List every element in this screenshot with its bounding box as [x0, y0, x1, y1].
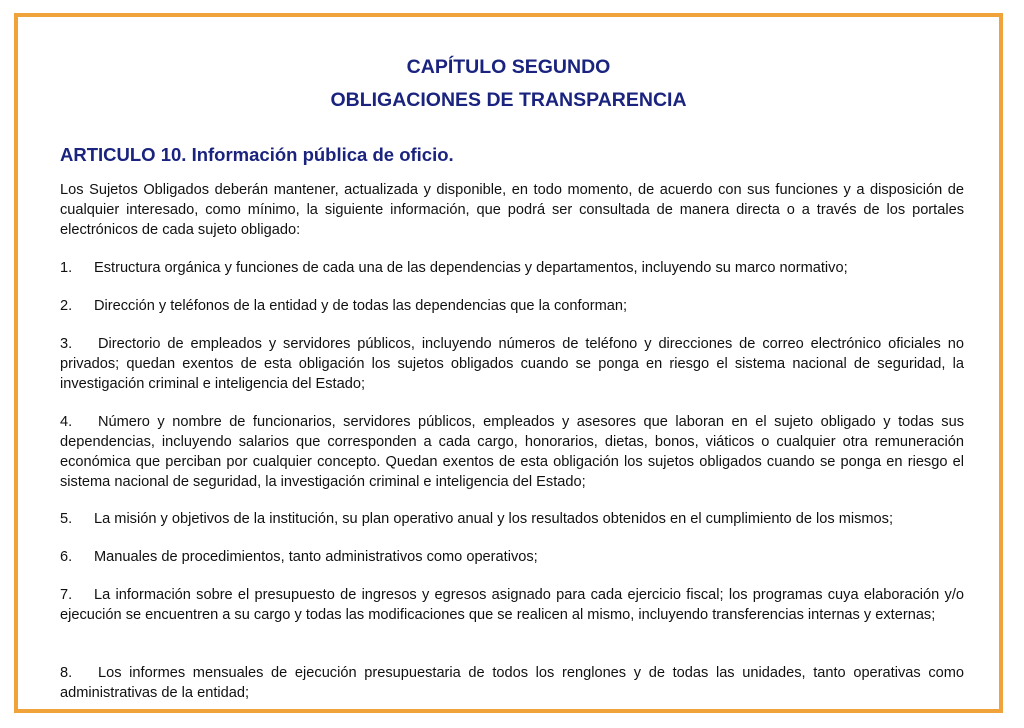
- list-item: [60, 258, 964, 278]
- item-number: 2.: [60, 298, 73, 314]
- list-item: [60, 334, 964, 394]
- list-item: [60, 663, 964, 703]
- item-number: 8.: [60, 665, 73, 681]
- item-text: Dirección y teléfonos de la entidad y de todas las dependencias que la conforman;: [94, 298, 628, 314]
- list-item: [60, 296, 964, 316]
- list-item: [60, 547, 964, 567]
- article-title: ARTICULO 10. Información pública de oficio.: [60, 144, 454, 165]
- item-number: 3.: [60, 336, 73, 352]
- chapter-heading: CAPÍTULO SEGUNDO: [406, 56, 611, 78]
- item-text: Número y nombre de funcionarios, servidores públicos, empleados y asesores que laboran en el sujeto obligado y todas sus dependencias, incluyendo salarios que corresponden a cada cargo, honorarios, dietas, bonos, viáticos o cualquier otra remuneración económica que perciban por cualquier concepto. Quedan exentos de esta obligación los sujetos obligados cuando se ponga en riesgo el sistema nacional de seguridad, la investigación criminal e inteligencia del Estado;: [60, 414, 964, 490]
- intro-paragraph: Los Sujetos Obligados deberán mantener, actualizada y disponible, en todo momento, de acuerdo con sus funciones y a disposición de cualquier interesado, como mínimo, la siguiente información, que podrá ser consultada de manera directa o a través de los portales electrónicos de cada sujeto obligado:: [60, 182, 964, 238]
- list-item: [60, 412, 964, 492]
- item-text: La misión y objetivos de la institución, su plan operativo anual y los resultados obtenidos en el cumplimiento de los mismos;: [94, 511, 894, 527]
- item-text: Los informes mensuales de ejecución presupuestaria de todos los renglones y de todas las unidades, tanto operativas como administrativas de la entidad;: [60, 665, 964, 701]
- item-text: Estructura orgánica y funciones de cada una de las dependencias y departamentos, incluyendo su marco normativo;: [94, 260, 848, 276]
- list-item: [60, 585, 964, 625]
- item-number: 5.: [60, 511, 73, 527]
- item-number: 4.: [60, 414, 73, 430]
- item-text: La información sobre el presupuesto de ingresos y egresos asignado para cada ejercicio fiscal; los programas cuya elaboración y/o ejecución se encuentren a su cargo y todas las modificaciones que se realicen al mismo, incluyendo transferencias internas y externas;: [60, 587, 964, 623]
- chapter-title: OBLIGACIONES DE TRANSPARENCIA: [330, 89, 687, 111]
- item-number: 1.: [60, 260, 73, 276]
- item-number: 6.: [60, 549, 73, 565]
- document-page: [14, 13, 1003, 713]
- item-text: Manuales de procedimientos, tanto administrativos como operativos;: [94, 549, 538, 565]
- item-number: 7.: [60, 587, 73, 603]
- list-item: [60, 509, 964, 529]
- item-text: Directorio de empleados y servidores públicos, incluyendo números de teléfono y direcciones de correo electrónico oficiales no privados; quedan exentos de esta obligación los sujetos obligados cuando se ponga en riesgo el sistema nacional de seguridad, la investigación criminal e inteligencia del Estado;: [60, 336, 964, 392]
